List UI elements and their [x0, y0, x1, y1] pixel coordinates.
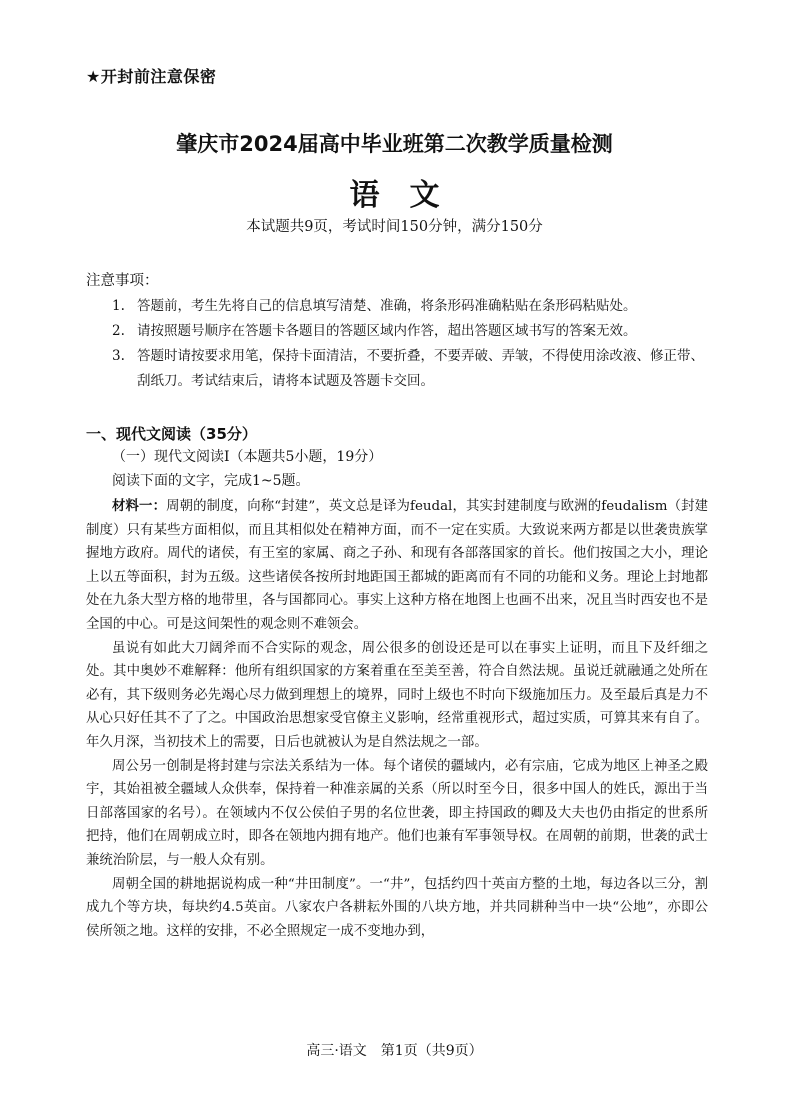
- exam-info: 本试题共9页，考试时间150分钟，满分150分: [246, 219, 543, 235]
- subject-title: 语文: [349, 178, 470, 213]
- exam-title: 肇庆市2024届高中毕业班第二次教学质量检测: [176, 132, 613, 156]
- passage-paragraph: 周朝全国的耕地据说构成一种“井田制度”。一“井”，包括约四十英亩方整的土地，每边各以三分，割成九个等方块，每块约4.5英亩。八家农户各耕耘外围的八块方地，并共同耕种当中一块“公地”，亦即公侯所领之地。这样的安排，不必全照规定一成不变地办到，: [86, 876, 708, 939]
- notices-list: [112, 294, 712, 394]
- passage-paragraph: 周公另一创制是将封建与宗法关系结为一体。每个诸侯的疆域内，必有宗庙，它成为地区上神圣之殿宇，其始祖被全疆域人众供奉，保持着一种准亲属的关系（所以时至今日，很多中国人的姓氏，源出于当日部落国家的名号）。在领域内不仅公侯伯子男的名位世袭，即主持国政的卿及大夫也仍由指定的世系所把持，他们在周朝成立时，即各在领地内拥有地产。他们也兼有军事领导权。在周朝的前期，世袭的武士兼统治阶层，与一般人众有别。: [86, 758, 708, 868]
- passage-paragraph: [86, 495, 708, 637]
- reading-instruction: 阅读下面的文字，完成1~5题。: [112, 473, 310, 489]
- notice-text: 请按照题号顺序在答题卡各题目的答题区域内作答，超出答题区域书写的答案无效。: [137, 323, 637, 339]
- notice-number: 3.: [112, 348, 125, 364]
- subsection-heading: （一）现代文阅读Ⅰ（本题共5小题，19分）: [112, 449, 383, 465]
- material-label: 材料一：: [112, 499, 167, 514]
- page-footer: 高三·语文 第1页（共9页）: [306, 1043, 483, 1059]
- notice-number: 1.: [112, 298, 125, 314]
- notice-item: [112, 344, 712, 394]
- notice-number: 2.: [112, 323, 125, 339]
- notice-item: [112, 294, 712, 319]
- notice-text: 答题前，考生先将自己的信息填写清楚、准确，将条形码准确粘贴在条形码粘贴处。: [137, 298, 637, 314]
- reading-passage: [86, 495, 708, 943]
- section-heading: 一、现代文阅读（35分）: [86, 425, 257, 443]
- notice-item: [112, 319, 712, 344]
- paragraph-text: 周朝的制度，向称“封建”，英文总是译为feudal，其实封建制度与欧洲的feudalism（封建制度）只有某些方面相似，而且其相似处在精神方面，而不一定在实质。大致说来两方都是以世袭贵族掌握地方政府。周代的诸侯，有王室的家属、商之子孙、和现有各部落国家的首长。他们按国之大小，理论上以五等面积，封为五级。这些诸侯各按所封地距国王都城的距离而有不同的功能和义务。理论上封地都处在九条大型方格的地带里，各与国都同心。事实上这种方格在地图上也画不出来，况且当时西安也不是全国的中心。可是这间架性的观念则不难领会。: [86, 499, 709, 632]
- notices-heading: 注意事项：: [86, 273, 159, 289]
- notice-text: 答题时请按要求用笔，保持卡面清洁，不要折叠，不要弄破、弄皱，不得使用涂改液、修正带、刮纸刀。考试结束后，请将本试题及答题卡交回。: [137, 348, 704, 389]
- confidential-badge: ★开封前注意保密: [86, 67, 217, 86]
- passage-paragraph: 虽说有如此大刀阔斧而不合实际的观念，周公很多的创设还是可以在事实上证明，而且下及纤细之处。其中奥妙不难解释：他所有组织国家的方案着重在至美至善，符合自然法规。虽说迁就融通之处所在必有，其下级则务必先竭心尽力做到理想上的境界，同时上级也不时向下级施加压力。及至最后真是力不从心只好任其不了了之。中国政治思想家受官僚主义影响，经常重视形式，超过实质，可算其来有自了。年久月深，当初技术上的需要，日后也就被认为是自然法规之一部。: [86, 640, 708, 750]
